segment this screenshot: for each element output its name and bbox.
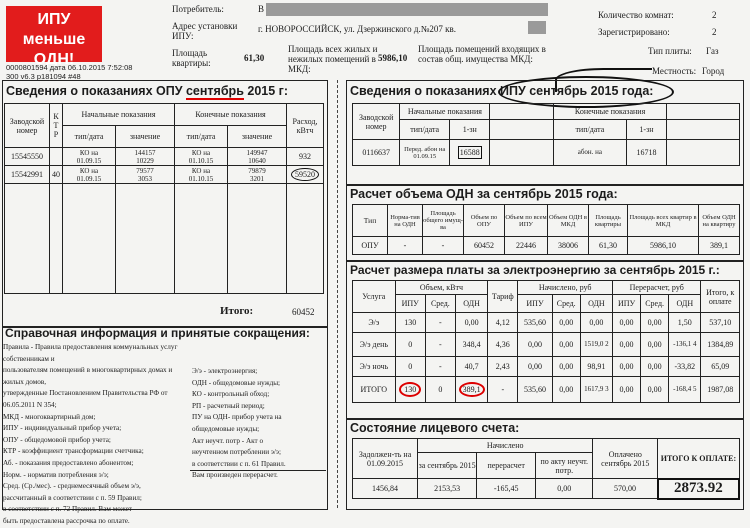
pay-col-r-avg: Сред.: [641, 295, 669, 313]
opu-title-month: сентябрь: [185, 84, 244, 98]
odn-cell: 61,30: [589, 237, 628, 255]
reference-title: Справочная информация и принятые сокращения:: [5, 326, 310, 340]
banner-line-1: ИПУ меньше: [22, 11, 86, 48]
pay-c-ipu: 535,60: [518, 313, 552, 333]
opu-val-end: [228, 148, 287, 166]
acc-col-debt: Задолжен-ть на 01.09.2015: [353, 439, 418, 479]
ipu-serial: 0116637: [353, 140, 400, 166]
ipu-col-serial: Заводской номер: [353, 104, 400, 140]
opu-title: [6, 84, 288, 98]
reference-line: в соответствии с п. 72 Правил. Вам может: [3, 505, 132, 514]
odn-cell: 38006: [548, 237, 589, 255]
opu-val-start: [116, 166, 175, 184]
redacted-block: [266, 3, 548, 16]
ipu-col-type-start: тип/дата: [400, 120, 450, 140]
reference-line: ОПУ - общедомовой прибор учета;: [3, 435, 111, 444]
reference-line: пользователям помещений в многоквартирных домах и жилых домов,: [3, 366, 173, 386]
consumer-value: В: [258, 4, 265, 14]
pay-ipu: 130: [395, 313, 425, 333]
area-all-value: 5986,10: [378, 53, 408, 63]
ipu-val-start: [450, 140, 490, 166]
reference-line: ИПУ - индивидуальный прибор учета;: [3, 424, 122, 433]
opu-val-end-b: 3201: [250, 174, 264, 183]
odn-col: Площадь всех квартир в МКД: [628, 205, 699, 237]
opu-val-end-a: 79879: [248, 166, 266, 175]
opu-val-start: [116, 148, 175, 166]
pay-service: Э/э ночь: [353, 357, 396, 377]
opu-k: [50, 148, 63, 166]
table-row: [353, 333, 740, 357]
pay-odn-circled: 389,1: [459, 382, 485, 397]
odn-cell: -: [423, 237, 464, 255]
opu-total-label: Итого:: [220, 305, 254, 317]
table-row: [5, 166, 324, 184]
pay-c-ipu: 535,60: [518, 377, 552, 403]
opu-col-type-start: тип/дата: [63, 126, 116, 148]
odn-cell: 5986,10: [628, 237, 699, 255]
odn-cell: 22446: [505, 237, 548, 255]
ipu-type-end: абон. на: [553, 140, 626, 166]
reference-left: [3, 342, 191, 528]
pay-tariff: -: [488, 377, 518, 403]
reference-line: КО - контрольный обход;: [192, 390, 270, 399]
stove-label: Тип плиты:: [648, 46, 692, 56]
acc-act: 0,00: [536, 479, 593, 499]
pay-total: 1384,89: [701, 333, 740, 357]
reference-line: КТР - коэффициент трансформации счетчика;: [3, 447, 144, 456]
acc-sept: 2153,53: [418, 479, 477, 499]
pay-c-avg: 0,00: [552, 377, 580, 403]
doc-meta: [6, 63, 132, 81]
opu-type-end: [175, 148, 228, 166]
odn-col: Площадь общего имущ-ва: [423, 205, 464, 237]
registered-label: Зарегистрировано:: [598, 27, 670, 37]
opu-col-ktr: [50, 104, 63, 148]
pay-service: Э/э: [353, 313, 396, 333]
locality-value: Город: [702, 66, 725, 76]
opu-type-end-text: КО на: [191, 148, 211, 157]
odn-col: Тип: [353, 205, 388, 237]
pay-tariff: 2,43: [488, 357, 518, 377]
reference-line: РП - расчетный период;: [192, 401, 265, 410]
opu-col-end: Конечные показания: [175, 104, 287, 126]
pay-r-avg: 0,00: [641, 313, 669, 333]
area-common-label: Площадь помещений входящих в состав общ. имущества МКД:: [418, 44, 546, 64]
payment-title: Расчет размера платы за электроэнергию за сентябрь 2015 г.:: [350, 263, 720, 277]
cut-line: [337, 80, 338, 508]
reference-line: утвержденные Постановлением Правительства РФ от 06.05.2011 N 354;: [3, 389, 168, 409]
banner-line-2: ОДН!: [33, 51, 75, 68]
pay-total: 537,10: [701, 313, 740, 333]
pay-r-odn: -136,1 4: [669, 333, 701, 357]
pay-ipu: [395, 377, 425, 403]
odn-cell: 389,1: [699, 237, 740, 255]
pay-tariff: 4,36: [488, 333, 518, 357]
pay-c-ipu: 0,00: [518, 357, 552, 377]
acc-col-act: по акту неучт. потр.: [536, 453, 593, 479]
ipu-table: [352, 103, 740, 166]
redacted-block-2: [528, 21, 546, 34]
pay-c-avg: 0,00: [552, 333, 580, 357]
opu-type-start-text: КО на: [79, 148, 99, 157]
opu-type-end: [175, 166, 228, 184]
acc-paid: 570,00: [593, 479, 658, 499]
account-table: [352, 438, 740, 500]
pay-col-r-odn: ОДН: [669, 295, 701, 313]
acc-col-total: ИТОГО К ОПЛАТЕ:: [658, 439, 739, 479]
reference-line: рассчитанный в соответствии с п. 59 Правил;: [3, 493, 142, 502]
pay-avg: -: [425, 357, 455, 377]
opu-type-start: [63, 148, 116, 166]
pay-col-ipu: ИПУ: [395, 295, 425, 313]
reference-line: общедомовые нужды;: [192, 424, 260, 433]
pay-r-ipu: 0,00: [613, 313, 641, 333]
ipu-col-type-end: тип/дата: [553, 120, 626, 140]
opu-col-consumption: Расход, кВтч: [287, 104, 324, 148]
consumer-label: Потребитель:: [172, 4, 224, 14]
reference-line: Акт неучт. потр - Акт о: [192, 436, 264, 445]
acc-col-charged: Начислено: [418, 439, 593, 453]
pay-r-odn: -33,82: [669, 357, 701, 377]
reference-line: Э/э - электроэнергия;: [192, 367, 258, 375]
reference-line: Норм. - норматив потребления э/э;: [3, 470, 109, 479]
acc-total: 2873.92: [658, 479, 739, 499]
opu-table: [4, 103, 324, 294]
payment-table: [352, 280, 740, 403]
pay-ipu: 0: [395, 333, 425, 357]
registered-value: 2: [712, 27, 717, 37]
opu-date-end: 01.10.15: [188, 156, 214, 165]
acc-col-sept: за сентябрь 2015: [418, 453, 477, 479]
opu-val-end-b: 10640: [248, 156, 266, 165]
opu-serial: 15542991: [5, 166, 50, 184]
reference-line: Правила - Правила предоставления коммунальных услуг собственникам и: [3, 343, 178, 363]
opu-total-value: 60452: [292, 307, 315, 317]
reference-line: неучтенном потреблении э/э;: [192, 448, 282, 457]
opu-title-text: Сведения о показаниях ОПУ: [6, 84, 183, 98]
odn-col: Площадь квартиры: [589, 205, 628, 237]
pay-r-avg: 0,00: [641, 357, 669, 377]
divider: [190, 470, 326, 471]
table-row: [353, 140, 740, 166]
pay-r-ipu: 0,00: [613, 377, 641, 403]
opu-val-start-b: 10229: [136, 156, 154, 165]
pay-col-service: Услуга: [353, 281, 396, 313]
pay-service: ИТОГО: [353, 377, 396, 403]
acc-recalc: -165,45: [477, 479, 536, 499]
doc-meta-line-2: 300 v6.3 p181094 #48: [6, 72, 81, 81]
odn-calc-table: [352, 204, 740, 255]
pay-r-odn: -168,4 5: [669, 377, 701, 403]
opu-val-start-a: 144157: [134, 148, 156, 157]
doc-meta-line-1: 0000801594 дата 06.10.2015 7:52:08: [6, 63, 133, 72]
pay-c-ipu: 0,00: [518, 333, 552, 357]
ipu-col-zone-end: 1-зн: [626, 120, 666, 140]
opu-val-end-a: 149947: [246, 148, 268, 157]
pay-ipu-circled: 130: [399, 382, 421, 397]
reference-line: Вам произведен перерасчет.: [192, 471, 278, 480]
opu-type-end-text: КО на: [191, 166, 211, 175]
pay-service: Э/э день: [353, 333, 396, 357]
pay-c-odn: 98,91: [580, 357, 612, 377]
odn-col: Объем ОДН в МКД: [548, 205, 589, 237]
table-row: [353, 377, 740, 403]
pay-odn: 40,7: [455, 357, 487, 377]
pay-r-ipu: 0,00: [613, 333, 641, 357]
table-row: [353, 237, 740, 255]
acc-debt: 1456,84: [353, 479, 418, 499]
ipu-col-end: Конечные показания: [553, 104, 666, 120]
opu-col-k: К: [53, 112, 59, 121]
reference-line: ПУ на ОДН- прибор учета на: [192, 413, 282, 422]
ipu-type-start: Перед. абон на 01.09.15: [400, 140, 450, 166]
pay-col-c-odn: ОДН: [580, 295, 612, 313]
opu-col-value-end: значение: [228, 126, 287, 148]
pay-r-odn: 1,50: [669, 313, 701, 333]
opu-col-serial: Заводской номер: [5, 104, 50, 148]
odn-col: Объем по ОПУ: [464, 205, 505, 237]
pay-r-avg: 0,00: [641, 377, 669, 403]
pay-c-avg: 0,00: [552, 313, 580, 333]
odn-calc-title: Расчет объема ОДН за сентябрь 2015 года:: [350, 187, 618, 201]
pay-r-avg: 0,00: [641, 333, 669, 357]
opu-serial: 15545550: [5, 148, 50, 166]
opu-k: 40: [50, 166, 63, 184]
opu-col-type-end: тип/дата: [175, 126, 228, 148]
pay-col-recalc: Перерасчет, руб: [613, 281, 701, 295]
pay-c-odn: 0,00: [580, 313, 612, 333]
opu-type-start: [63, 166, 116, 184]
warning-banner: [6, 6, 102, 68]
reference-line: МКД - многоквартирный дом;: [3, 412, 96, 421]
pay-total: 1987,08: [701, 377, 740, 403]
reference-line: в соответствии с п. 61 Правил.: [192, 459, 286, 468]
pay-avg: -: [425, 313, 455, 333]
table-row: [353, 357, 740, 377]
opu-val-start-b: 3053: [138, 174, 152, 183]
odn-col: Объем по всем ИПУ: [505, 205, 548, 237]
acc-col-paid: Оплачено сентябрь 2015: [593, 439, 658, 479]
pay-odn: 348,4: [455, 333, 487, 357]
opu-col-value-start: значение: [116, 126, 175, 148]
odn-col: Норма-тив на ОДН: [388, 205, 423, 237]
opu-cons: 932: [287, 148, 324, 166]
stove-value: Газ: [706, 46, 719, 56]
pay-tariff: 4,12: [488, 313, 518, 333]
reference-line: ОДН - общедомовые нужды;: [192, 378, 281, 387]
pay-avg: 0: [425, 377, 455, 403]
ipu-col-zone-start: 1-зн: [450, 120, 490, 140]
table-row: [5, 148, 324, 166]
opu-type-start-text: КО на: [79, 166, 99, 175]
reference-line: Сред. (Ср./мес). - среднемесячный объем э/э,: [3, 482, 141, 491]
reference-line: быть предоставлена рассрочка по оплате.: [3, 516, 130, 525]
pay-odn: [455, 377, 487, 403]
opu-col-start: Начальные показания: [63, 104, 175, 126]
acc-col-recalc: перерасчет: [477, 453, 536, 479]
opu-col-t: Т: [53, 121, 59, 130]
area-all-label: Площадь всех жилых и нежилых помещений в МКД:: [288, 44, 378, 74]
opu-val-start-a: 79577: [136, 166, 154, 175]
table-row: [353, 479, 740, 499]
pay-c-odn: 1617,9 3: [580, 377, 612, 403]
pay-c-odn: 1519,0 2: [580, 333, 612, 357]
ipu-title-tail: сентябрь 2015 года:: [529, 84, 654, 98]
locality-label: Местность:: [652, 66, 697, 76]
pay-col-c-ipu: ИПУ: [518, 295, 552, 313]
rooms-label: Количество комнат:: [598, 10, 674, 20]
address-value: г. НОВОРОССИЙСК, ул. Дзержинского д.№207 кв.: [258, 24, 456, 34]
opu-date-end: 01.10.15: [188, 174, 214, 183]
opu-date-start: 01.09.15: [76, 156, 102, 165]
pay-total: 65,09: [701, 357, 740, 377]
opu-val-end: [228, 166, 287, 184]
pay-ipu: 0: [395, 357, 425, 377]
odn-col: Объем ОДН на квартиру: [699, 205, 740, 237]
pay-c-avg: 0,00: [552, 357, 580, 377]
ipu-val-start-text: 16588: [459, 148, 480, 157]
pay-col-odn: ОДН: [455, 295, 487, 313]
rooms-value: 2: [712, 10, 717, 20]
odn-cell: 60452: [464, 237, 505, 255]
account-title: Состояние лицевого счета:: [350, 421, 520, 435]
area-flat-value: 61,30: [244, 53, 265, 63]
reference-line: Аб. - показания предоставлено абонентом;: [3, 458, 134, 467]
pay-col-total: Итого, к оплате: [701, 281, 740, 313]
pay-r-ipu: 0,00: [613, 357, 641, 377]
opu-col-r: Р: [53, 130, 59, 139]
opu-cons-circled: 59520: [291, 168, 319, 181]
opu-cons: [287, 166, 324, 184]
opu-title-year: 2015 г:: [247, 84, 289, 98]
pay-col-avg: Сред.: [425, 295, 455, 313]
opu-date-start: 01.09.15: [76, 174, 102, 183]
ipu-val-end: 16718: [626, 140, 666, 166]
pay-col-r-ipu: ИПУ: [613, 295, 641, 313]
pay-col-volume: Объем, кВтч: [395, 281, 488, 295]
area-flat-label: Площадь квартиры:: [172, 48, 211, 68]
ipu-title-text: Сведения о показаниях ИПУ: [350, 84, 526, 98]
pay-col-c-avg: Сред.: [552, 295, 580, 313]
pay-col-tariff: Тариф: [488, 281, 518, 313]
pay-odn: 0,00: [455, 313, 487, 333]
ipu-col-start: Начальные показания: [400, 104, 490, 120]
address-label: Адрес установки ИПУ:: [172, 21, 238, 41]
pay-avg: -: [425, 333, 455, 357]
pay-col-charged: Начислено, руб: [518, 281, 613, 295]
odn-cell: ОПУ: [353, 237, 388, 255]
table-row: [353, 313, 740, 333]
odn-cell: -: [388, 237, 423, 255]
reference-right: [192, 366, 322, 482]
